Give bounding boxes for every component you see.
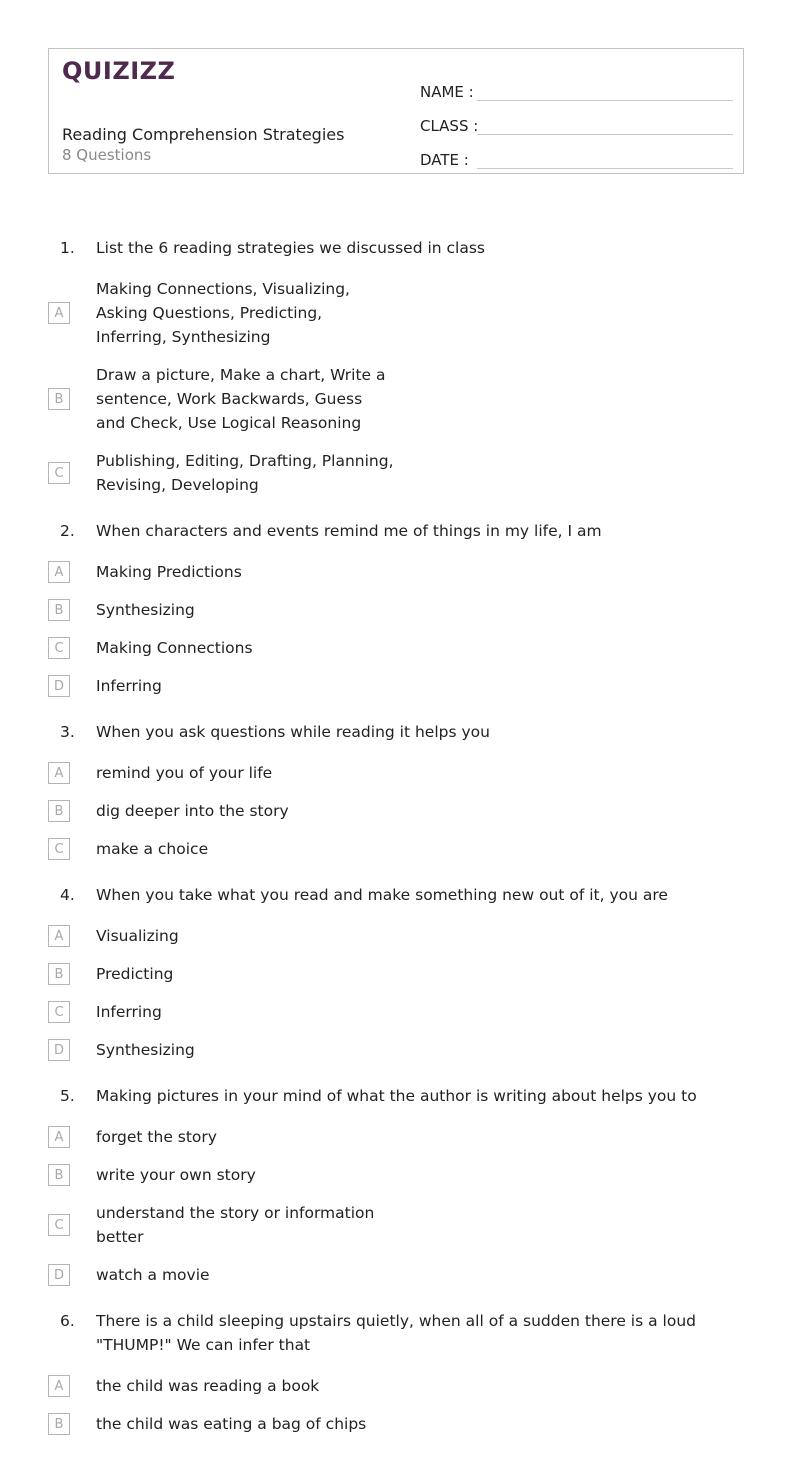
question-number: 3. <box>60 723 75 741</box>
option-text: Publishing, Editing, Drafting, Planning, Revising, Developing <box>96 452 394 494</box>
question-number: 2. <box>60 522 75 540</box>
question-list <box>48 236 744 1458</box>
question-text: When characters and events remind me of things in my life, I am <box>96 522 602 540</box>
option-text: the child was eating a bag of chips <box>96 1415 367 1433</box>
option-letter-box[interactable]: C <box>48 1214 70 1236</box>
option-text: the child was reading a book <box>96 1377 320 1395</box>
option-text: remind you of your life <box>96 764 273 782</box>
option-text: forget the story <box>96 1128 217 1146</box>
option-letter-box[interactable]: D <box>48 1264 70 1286</box>
answer-options <box>48 761 744 875</box>
option-letter-box[interactable]: B <box>48 963 70 985</box>
question-item <box>48 883 744 1084</box>
name-line[interactable] <box>477 82 733 101</box>
option-letter-box[interactable]: B <box>48 599 70 621</box>
option-letter-box[interactable]: C <box>48 462 70 484</box>
question-spacer <box>48 712 744 720</box>
question-item <box>48 236 744 519</box>
question-text: When you take what you read and make something new out of it, you are <box>96 886 668 904</box>
option-letter-box[interactable]: B <box>48 388 70 410</box>
answer-option[interactable] <box>48 837 397 861</box>
option-text: Draw a picture, Make a chart, Write a sentence, Work Backwards, Guess and Check, Use Logical Reasoning <box>96 366 386 432</box>
option-text: watch a movie <box>96 1266 210 1284</box>
option-text: Visualizing <box>96 927 179 945</box>
option-text: Inferring <box>96 677 162 695</box>
answer-option[interactable] <box>48 761 397 785</box>
option-letter-box[interactable]: B <box>48 1413 70 1435</box>
question-number: 4. <box>60 886 75 904</box>
question-prompt <box>48 1084 744 1125</box>
option-text: Synthesizing <box>96 1041 195 1059</box>
question-spacer <box>48 511 744 519</box>
question-spacer <box>48 875 744 883</box>
class-label: CLASS : <box>420 117 479 135</box>
question-number: 5. <box>60 1087 75 1105</box>
answer-option[interactable] <box>48 1412 397 1436</box>
answer-option[interactable] <box>48 674 397 698</box>
option-text: understand the story or information better <box>96 1204 375 1246</box>
answer-options <box>48 560 744 712</box>
class-line[interactable] <box>477 116 733 135</box>
answer-option[interactable] <box>48 799 397 823</box>
answer-option[interactable] <box>48 1263 397 1287</box>
answer-option[interactable] <box>48 363 397 435</box>
answer-option[interactable] <box>48 1038 397 1062</box>
answer-options <box>48 1125 744 1301</box>
option-letter-box[interactable]: C <box>48 1001 70 1023</box>
option-letter-box[interactable]: A <box>48 561 70 583</box>
question-prompt <box>48 720 744 761</box>
name-field[interactable] <box>420 67 733 101</box>
answer-options <box>48 277 744 511</box>
option-letter-box[interactable]: A <box>48 762 70 784</box>
option-letter-box[interactable]: D <box>48 1039 70 1061</box>
answer-option[interactable] <box>48 1125 397 1149</box>
question-spacer <box>48 1301 744 1309</box>
question-count: 8 Questions <box>62 146 152 164</box>
date-line[interactable] <box>477 150 733 169</box>
option-letter-box[interactable]: A <box>48 1126 70 1148</box>
option-letter-box[interactable]: D <box>48 675 70 697</box>
answer-option[interactable] <box>48 277 397 349</box>
answer-option[interactable] <box>48 962 397 986</box>
question-prompt <box>48 236 744 277</box>
option-letter-box[interactable]: A <box>48 302 70 324</box>
date-field[interactable] <box>420 135 733 169</box>
question-item <box>48 519 744 720</box>
option-letter-box[interactable]: A <box>48 925 70 947</box>
answer-option[interactable] <box>48 924 397 948</box>
name-label: NAME : <box>420 83 474 101</box>
answer-option[interactable] <box>48 1163 397 1187</box>
option-text: Synthesizing <box>96 601 195 619</box>
option-letter-box[interactable]: C <box>48 838 70 860</box>
question-text: When you ask questions while reading it helps you <box>96 723 490 741</box>
option-letter-box[interactable]: B <box>48 800 70 822</box>
option-letter-box[interactable]: A <box>48 1375 70 1397</box>
answer-option[interactable] <box>48 1000 397 1024</box>
question-text: List the 6 reading strategies we discussed in class <box>96 239 485 257</box>
option-text: Predicting <box>96 965 174 983</box>
option-text: write your own story <box>96 1166 256 1184</box>
logo-text: QUIZIZZ <box>62 57 176 85</box>
option-text: Making Predictions <box>96 563 242 581</box>
question-text: Making pictures in your mind of what the author is writing about helps you to <box>96 1087 697 1105</box>
question-prompt <box>48 883 744 924</box>
question-prompt <box>48 1309 744 1374</box>
worksheet-title: Reading Comprehension Strategies <box>62 125 345 144</box>
answer-option[interactable] <box>48 449 397 497</box>
class-field[interactable] <box>420 101 733 135</box>
question-item <box>48 1309 744 1458</box>
date-label: DATE : <box>420 151 469 169</box>
option-letter-box[interactable]: B <box>48 1164 70 1186</box>
quizizz-logo <box>62 57 175 85</box>
question-number: 6. <box>60 1312 75 1330</box>
question-prompt <box>48 519 744 560</box>
option-text: Making Connections <box>96 639 253 657</box>
question-spacer <box>48 1450 744 1458</box>
answer-option[interactable] <box>48 1374 397 1398</box>
question-number: 1. <box>60 239 75 257</box>
answer-option[interactable] <box>48 636 397 660</box>
worksheet-header <box>48 48 744 174</box>
answer-options <box>48 924 744 1076</box>
option-text: Inferring <box>96 1003 162 1021</box>
question-item <box>48 720 744 883</box>
question-item <box>48 1084 744 1309</box>
question-spacer <box>48 1076 744 1084</box>
option-text: make a choice <box>96 840 209 858</box>
question-text: There is a child sleeping upstairs quietly, when all of a sudden there is a loud "THUMP!" We can infer that <box>96 1312 696 1354</box>
answer-option[interactable] <box>48 1201 397 1249</box>
answer-option[interactable] <box>48 598 397 622</box>
answer-option[interactable] <box>48 560 397 584</box>
student-info-fields <box>420 67 733 169</box>
answer-options <box>48 1374 744 1450</box>
option-text: dig deeper into the story <box>96 802 289 820</box>
option-letter-box[interactable]: C <box>48 637 70 659</box>
option-text: Making Connections, Visualizing, Asking Questions, Predicting, Inferring, Synthesizing <box>96 280 350 346</box>
